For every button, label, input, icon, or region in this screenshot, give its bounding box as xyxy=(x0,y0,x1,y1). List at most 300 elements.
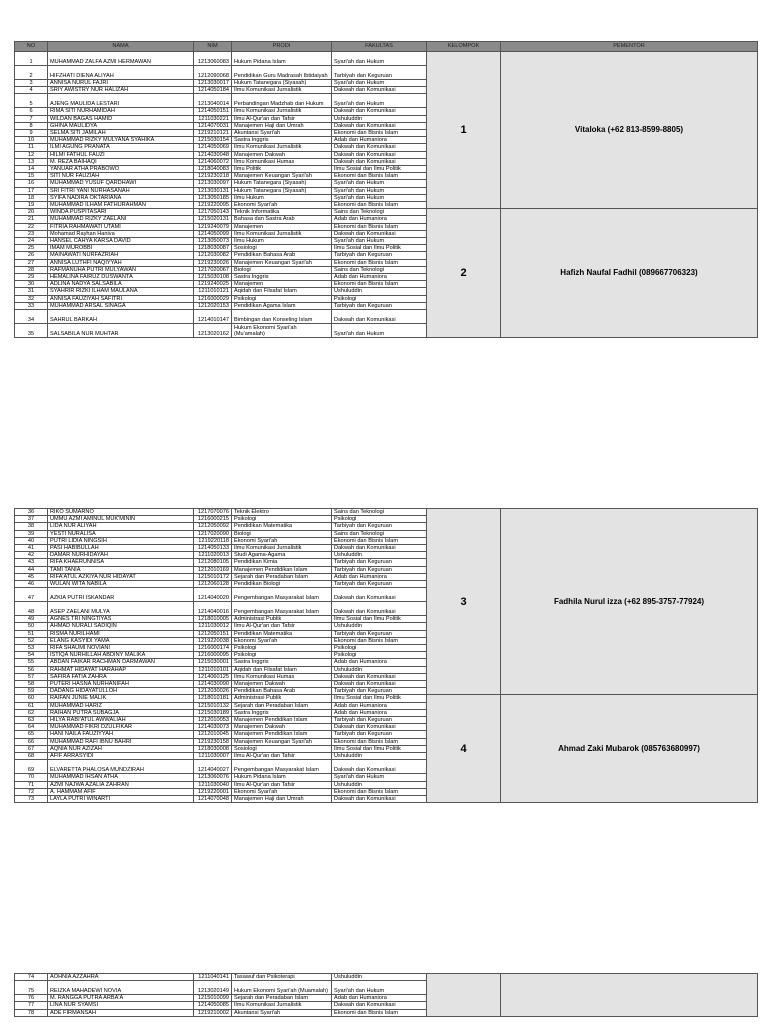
cell-nama: A. HAMMAM AFIF xyxy=(48,788,194,795)
cell-nama: ANNISA FAUZIYAH SAFITRI xyxy=(48,295,194,302)
cell-nama: MUHAMMAD RIZKY ZAELANI xyxy=(48,216,194,223)
cell-no: 32 xyxy=(15,295,48,302)
cell-nim: 1214050099 xyxy=(194,230,232,237)
cell-nim: 1219220001 xyxy=(194,788,232,795)
table-row xyxy=(15,695,758,702)
cell-nama: AZMI NAJWA AZALIA ZAHRAN xyxy=(48,781,194,788)
cell-fak: Tarbiyah dan Keguruan xyxy=(332,566,427,573)
cell-nama: Mohamad Rayhan Haniva xyxy=(48,230,194,237)
cell-prodi: Manajemen xyxy=(232,223,332,230)
cell-no: 57 xyxy=(15,673,48,680)
cell-no: 20 xyxy=(15,209,48,216)
cell-nim: 1212010053 xyxy=(194,717,232,724)
cell-nama: HANSEL CAHYA KARSA DAVID xyxy=(48,238,194,245)
cell-no: 7 xyxy=(15,115,48,122)
table-row xyxy=(15,974,758,981)
cell-nama: RAIFAN JUNIE MALIK xyxy=(48,695,194,702)
cell-prodi: Manajemen Dakwah xyxy=(232,724,332,731)
cell-no: 21 xyxy=(15,216,48,223)
cell-no: 48 xyxy=(15,602,48,616)
cell-fak: Ushuluddin xyxy=(332,974,427,981)
cell-nama: MUHAMMAD FIKRI DZULFIKAR xyxy=(48,724,194,731)
cell-nama: MUHAMMAD HARIZ xyxy=(48,702,194,709)
cell-fak: Dakwah dan Komunikasi xyxy=(332,681,427,688)
cell-no: 55 xyxy=(15,659,48,666)
cell-nama: RISMA NURILHAMI xyxy=(48,630,194,637)
cell-prodi: Psikologi xyxy=(232,645,332,652)
cell-no: 56 xyxy=(15,666,48,673)
cell-nim: 1216000095 xyxy=(194,652,232,659)
cell-prodi: Perbandingan Madzhab dan Hukum xyxy=(232,94,332,108)
cell-nama: AZKIA PUTRI ISKANDAR xyxy=(48,588,194,602)
cell-nama: HILMI FATHUL FAUZI xyxy=(48,151,194,158)
cell-no: 10 xyxy=(15,137,48,144)
cell-nim: 1219220118 xyxy=(194,537,232,544)
cell-no: 72 xyxy=(15,788,48,795)
cell-prodi: Sejarah dan Peradaban Islam xyxy=(232,995,332,1002)
cell-nim: 1212010045 xyxy=(194,731,232,738)
cell-prodi: Ilmu Komunikasi Jurnalistik xyxy=(232,230,332,237)
cell-nama: DAMAR NURHIDAYAH xyxy=(48,552,194,559)
cell-fak: Syari'ah dan Hukum xyxy=(332,981,427,995)
cell-nama: LIDA NUR ALIYAH xyxy=(48,523,194,530)
cell-nim: 1218030008 xyxy=(194,745,232,752)
cell-fak: Syari'ah dan Hukum xyxy=(332,180,427,187)
table-row xyxy=(15,509,758,516)
cell-prodi: Ekonomi Syari'ah xyxy=(232,788,332,795)
table-section-1 xyxy=(14,41,757,338)
cell-no: 66 xyxy=(15,738,48,745)
cell-prodi: Pendidikan Agama Islam xyxy=(232,302,332,309)
cell-nim: 1211040141 xyxy=(194,974,232,981)
cell-fak: Ushuluddin xyxy=(332,753,427,760)
column-header-no: NO xyxy=(15,42,48,52)
cell-prodi: Biologi xyxy=(232,530,332,537)
cell-no: 60 xyxy=(15,695,48,702)
cell-no: 16 xyxy=(15,180,48,187)
cell-prodi: Bahasa dan Sastra Arab xyxy=(232,216,332,223)
cell-no: 67 xyxy=(15,745,48,752)
cell-nama: SRI FITRI YANI NURHASANAH xyxy=(48,187,194,194)
cell-nim: 1214070031 xyxy=(194,122,232,129)
cell-nim: 1214050133 xyxy=(194,545,232,552)
cell-prodi: Manajemen Pendidikan Islam xyxy=(232,731,332,738)
cell-nama: ILMI AGUNG PRANATA xyxy=(48,144,194,151)
cell-nim: 1214070048 xyxy=(194,795,232,802)
cell-prodi: Ilmu Komunikasi Humas xyxy=(232,158,332,165)
cell-prodi: Manajemen Haji dan Umrah xyxy=(232,795,332,802)
cell-nama: GHINA MAULIDYA xyxy=(48,122,194,129)
cell-nama: AOHNIA AZZAHRA xyxy=(48,974,194,981)
cell-prodi: Administrasi Publik xyxy=(232,616,332,623)
kelompok-number: 1 xyxy=(427,52,501,209)
cell-fak: Adab dan Humaniora xyxy=(332,995,427,1002)
cell-fak: Tarbiyah dan Keguruan xyxy=(332,688,427,695)
cell-nim: 1215010099 xyxy=(194,995,232,1002)
cell-fak: Ilmu Sosial dan Ilmu Politik xyxy=(332,745,427,752)
cell-no: 24 xyxy=(15,238,48,245)
cell-fak: Adab dan Humaniora xyxy=(332,709,427,716)
cell-fak: Ilmu Sosial dan Ilmu Politik xyxy=(332,695,427,702)
cell-nim: 1212030026 xyxy=(194,688,232,695)
cell-nama: PUTRI LIDIA NINGSIH xyxy=(48,537,194,544)
cell-prodi: Biologi xyxy=(232,266,332,273)
cell-no: 22 xyxy=(15,223,48,230)
cell-nim: 1211030012 xyxy=(194,623,232,630)
cell-nama: YESTI NURALISA xyxy=(48,530,194,537)
cell-fak: Psikologi xyxy=(332,645,427,652)
cell-no: 52 xyxy=(15,637,48,644)
cell-fak: Ekonomi dan Bisnis Islam xyxy=(332,537,427,544)
cell-no: 40 xyxy=(15,537,48,544)
cell-prodi: Aqidah dan Filsafat Islam xyxy=(232,288,332,295)
cell-fak: Syari'ah dan Hukum xyxy=(332,187,427,194)
cell-nim: 1218010005 xyxy=(194,616,232,623)
cell-prodi: Ilmu Al-Qur'an dan Tafsir xyxy=(232,115,332,122)
cell-fak: Dakwah dan Komunikasi xyxy=(332,87,427,94)
cell-nim: 1214030073 xyxy=(194,724,232,731)
cell-no: 64 xyxy=(15,724,48,731)
cell-nama: YANUAR ATHA PRABOWO xyxy=(48,166,194,173)
cell-nim: 1213060076 xyxy=(194,774,232,781)
cell-prodi: Tasawuf dan Psikoterapi xyxy=(232,974,332,981)
cell-prodi: Hukum Tatanegara (Siyasah) xyxy=(232,187,332,194)
column-header-prodi: PRODI xyxy=(232,42,332,52)
cell-no: 58 xyxy=(15,681,48,688)
cell-nim: 1215030001 xyxy=(194,659,232,666)
cell-fak: Dakwah dan Komunikasi xyxy=(332,151,427,158)
cell-nama: WULAN WITA NABILA xyxy=(48,581,194,588)
table-section-3 xyxy=(14,973,757,1017)
cell-prodi: Sejarah dan Peradaban Islam xyxy=(232,702,332,709)
cell-no: 53 xyxy=(15,645,48,652)
cell-fak: Dakwah dan Komunikasi xyxy=(332,588,427,602)
cell-no: 42 xyxy=(15,552,48,559)
cell-prodi: Hukum Pidana Islam xyxy=(232,52,332,66)
cell-nim: 1219240079 xyxy=(194,223,232,230)
cell-nama: SYAHRIR RIZKI ILHAM MAULANA xyxy=(48,288,194,295)
cell-nim: 1219210121 xyxy=(194,130,232,137)
cell-prodi: Manajemen Pendidikan Islam xyxy=(232,566,332,573)
cell-nim: 1214030090 xyxy=(194,681,232,688)
cell-nama: SAHRUL BARKAH xyxy=(48,310,194,324)
cell-no: 1 xyxy=(15,52,48,66)
cell-nim: 1212030082 xyxy=(194,252,232,259)
cell-prodi: Administrasi Publik xyxy=(232,695,332,702)
cell-nim: 1214060125 xyxy=(194,673,232,680)
cell-no: 36 xyxy=(15,509,48,516)
cell-prodi: Teknik Informatika xyxy=(232,209,332,216)
cell-prodi: Manajemen xyxy=(232,281,332,288)
cell-prodi: Manajemen Keuangan Syari'ah xyxy=(232,259,332,266)
cell-no: 39 xyxy=(15,530,48,537)
cell-prodi: Ilmu Komunikasi Jurnalistik xyxy=(232,144,332,151)
cell-no: 65 xyxy=(15,731,48,738)
cell-fak: Ushuluddin xyxy=(332,781,427,788)
cell-nama: MUHAMMAD ILHAM FATHURAHMAN xyxy=(48,202,194,209)
cell-nim: 1214040027 xyxy=(194,760,232,774)
cell-nim: 1217020090 xyxy=(194,530,232,537)
cell-prodi: Ilmu Al-Qur'an dan Tafsir xyxy=(232,623,332,630)
cell-prodi: Manajemen Haji dan Umrah xyxy=(232,122,332,129)
cell-prodi: Manajemen Dakwah xyxy=(232,151,332,158)
cell-prodi: Ilmu Komunikasi Jurnalistik xyxy=(232,87,332,94)
cell-no: 27 xyxy=(15,259,48,266)
cell-prodi: Pendidikan Guru Madrasah Ibtidaiyah xyxy=(232,66,332,80)
cell-no: 43 xyxy=(15,559,48,566)
column-header-nim: NIM xyxy=(194,42,232,52)
cell-no: 38 xyxy=(15,523,48,530)
cell-nama: PASI HABIBULLAH xyxy=(48,545,194,552)
cell-no: 59 xyxy=(15,688,48,695)
cell-nama: PUTERI HASNA NURHANIFAH xyxy=(48,681,194,688)
cell-nim: 1214030048 xyxy=(194,151,232,158)
cell-nim: 1218030087 xyxy=(194,245,232,252)
cell-prodi: Sastra Inggris xyxy=(232,137,332,144)
cell-fak: Tarbiyah dan Keguruan xyxy=(332,523,427,530)
cell-nim: 1219220095 xyxy=(194,202,232,209)
cell-prodi: Sosiologi xyxy=(232,745,332,752)
cell-no: 26 xyxy=(15,252,48,259)
cell-no: 5 xyxy=(15,94,48,108)
cell-no: 2 xyxy=(15,66,48,80)
table-section-2 xyxy=(14,508,757,803)
cell-fak: Sains dan Teknologi xyxy=(332,530,427,537)
cell-fak: Tarbiyah dan Keguruan xyxy=(332,630,427,637)
cell-fak: Ekonomi dan Bisnis Islam xyxy=(332,637,427,644)
cell-no: 33 xyxy=(15,302,48,309)
cell-no: 15 xyxy=(15,173,48,180)
cell-nama: WILDAN BAGAS HAMID xyxy=(48,115,194,122)
cell-fak: Ekonomi dan Bisnis Islam xyxy=(332,173,427,180)
cell-nim: 1211010101 xyxy=(194,666,232,673)
cell-no: 14 xyxy=(15,166,48,173)
cell-prodi: Akuntansi Syari'ah xyxy=(232,1009,332,1016)
cell-prodi: Psikologi xyxy=(232,295,332,302)
cell-nama: WINDA PUSPITASARI xyxy=(48,209,194,216)
cell-nim: 1216000215 xyxy=(194,516,232,523)
cell-fak: Dakwah dan Komunikasi xyxy=(332,760,427,774)
cell-prodi: Manajemen Keuangan Syari'ah xyxy=(232,738,332,745)
cell-fak: Dakwah dan Komunikasi xyxy=(332,724,427,731)
pementor-name: Hafizh Naufal Fadhil (089667706323) xyxy=(501,209,758,338)
cell-nim: 1219230218 xyxy=(194,173,232,180)
cell-nama: MUHAMMAD ZALFA AZMI HERMAWAN xyxy=(48,52,194,66)
cell-prodi: Ilmu Hukum xyxy=(232,194,332,201)
cell-nama: ASEP ZAELANI MULYA xyxy=(48,602,194,616)
cell-nim: 1211020013 xyxy=(194,552,232,559)
kelompok-number: 4 xyxy=(427,695,501,803)
cell-nama: RAHMAT HIDAYAT HARAHAP xyxy=(48,666,194,673)
cell-nim: 1215030154 xyxy=(194,137,232,144)
cell-fak: Ekonomi dan Bisnis Islam xyxy=(332,1009,427,1016)
cell-prodi: Studi Agama-Agama xyxy=(232,552,332,559)
cell-nama: ELVARETTA PHALOSA MUNDZIRAH xyxy=(48,760,194,774)
cell-nama: ADE FIRMANSAH xyxy=(48,1009,194,1016)
cell-fak: Dakwah dan Komunikasi xyxy=(332,230,427,237)
cell-prodi: Ilmu Komunikasi Jurnalistik xyxy=(232,545,332,552)
cell-fak: Dakwah dan Komunikasi xyxy=(332,673,427,680)
cell-nim: 1212060128 xyxy=(194,581,232,588)
cell-nim: 1212050092 xyxy=(194,523,232,530)
cell-nama: HEMALINA FAIRUZ DUSWANTA xyxy=(48,274,194,281)
cell-nim: 1219240025 xyxy=(194,281,232,288)
cell-nama: MUHAMMAD IHSAN ATHA xyxy=(48,774,194,781)
cell-nim: 1215030189 xyxy=(194,709,232,716)
cell-no: 73 xyxy=(15,795,48,802)
pementor-name: Ahmad Zaki Mubarok (085763680997) xyxy=(501,695,758,803)
cell-fak: Ushuluddin xyxy=(332,666,427,673)
cell-prodi: Ilmu Politik xyxy=(232,166,332,173)
cell-nama: HIFZHATI DIENA ALIYAH xyxy=(48,66,194,80)
cell-fak: Psikologi xyxy=(332,652,427,659)
cell-prodi: Ilmu Komunikasi Jurnalistik xyxy=(232,1002,332,1009)
cell-prodi: Manajemen Pendidikan Islam xyxy=(232,717,332,724)
cell-nim: 1214050184 xyxy=(194,87,232,94)
cell-no: 23 xyxy=(15,230,48,237)
cell-nim: 1217070076 xyxy=(194,509,232,516)
cell-no: 63 xyxy=(15,717,48,724)
cell-no: 29 xyxy=(15,274,48,281)
cell-nim: 1216000174 xyxy=(194,645,232,652)
cell-nim: 1212010169 xyxy=(194,566,232,573)
column-header-kelompok: KELOMPOK xyxy=(427,42,501,52)
cell-nim: 1212090068 xyxy=(194,66,232,80)
cell-no: 69 xyxy=(15,760,48,774)
cell-nama: RIFA SHAUMI NOVIANI xyxy=(48,645,194,652)
cell-nim: 1212050151 xyxy=(194,630,232,637)
cell-fak: Tarbiyah dan Keguruan xyxy=(332,717,427,724)
cell-nama: SRIY AWISTRY NUR HALIZAH xyxy=(48,87,194,94)
cell-no: 18 xyxy=(15,194,48,201)
cell-nim: 1213030097 xyxy=(194,180,232,187)
cell-fak: Ushuluddin xyxy=(332,552,427,559)
cell-fak: Syari'ah dan Hukum xyxy=(332,238,427,245)
cell-no: 77 xyxy=(15,1002,48,1009)
cell-fak: Ilmu Sosial dan Ilmu Politik xyxy=(332,245,427,252)
cell-nama: AQNIA NUR AZIZAH xyxy=(48,745,194,752)
cell-prodi: Ekonomi Syari'ah xyxy=(232,537,332,544)
cell-fak: Ekonomi dan Bisnis Islam xyxy=(332,738,427,745)
cell-nim: 1214050151 xyxy=(194,108,232,115)
cell-fak: Sains dan Teknologi xyxy=(332,209,427,216)
cell-fak: Dakwah dan Komunikasi xyxy=(332,144,427,151)
cell-nama: ANNISA NURUL FAJRI xyxy=(48,80,194,87)
cell-nim: 1211030007 xyxy=(194,753,232,760)
cell-nama: SITI NUR FAUZIAH xyxy=(48,173,194,180)
cell-no: 74 xyxy=(15,974,48,981)
cell-prodi: Hukum Pidana Islam xyxy=(232,774,332,781)
cell-no: 9 xyxy=(15,130,48,137)
cell-prodi: Pendidikan Matematika xyxy=(232,630,332,637)
cell-fak: Dakwah dan Komunikasi xyxy=(332,122,427,129)
cell-nim: 1214060072 xyxy=(194,158,232,165)
cell-fak: Tarbiyah dan Keguruan xyxy=(332,581,427,588)
cell-nim: 1218040083 xyxy=(194,166,232,173)
cell-fak: Adab dan Humaniora xyxy=(332,137,427,144)
cell-fak: Tarbiyah dan Keguruan xyxy=(332,559,427,566)
cell-no: 45 xyxy=(15,573,48,580)
column-header-nama: NAMA xyxy=(48,42,194,52)
cell-no: 31 xyxy=(15,288,48,295)
cell-no: 25 xyxy=(15,245,48,252)
cell-nim: 1214010147 xyxy=(194,310,232,324)
cell-nim: 1214050069 xyxy=(194,144,232,151)
cell-fak: Adab dan Humaniora xyxy=(332,216,427,223)
cell-nama: RAFMANUHA PUTRI MULYAWAN xyxy=(48,266,194,273)
cell-prodi: Hukum Tatanegara (Siyasah) xyxy=(232,80,332,87)
cell-prodi: Hukum Ekonomi Syari'ah (Mu'amalah) xyxy=(232,324,332,338)
cell-fak: Tarbiyah dan Keguruan xyxy=(332,252,427,259)
cell-nim: 1213050185 xyxy=(194,194,232,201)
cell-fak: Adab dan Humaniora xyxy=(332,573,427,580)
cell-prodi: Pendidikan Bahasa Arab xyxy=(232,252,332,259)
cell-nim: 1219210002 xyxy=(194,1009,232,1016)
pementor-name: Fadhila Nurul izza (+62 895-3757-77924) xyxy=(501,509,758,695)
cell-prodi: Ilmu Komunikasi Jurnalistik xyxy=(232,108,332,115)
cell-nama: MUHAMMAD RIZKY MULYANA SYAHIKA xyxy=(48,137,194,144)
cell-no: 8 xyxy=(15,122,48,129)
cell-prodi: Akuntansi Syari'ah xyxy=(232,130,332,137)
cell-nim: 1211030040 xyxy=(194,781,232,788)
cell-nim: 1212080105 xyxy=(194,559,232,566)
cell-prodi: Pengembangan Masyarakat Islam xyxy=(232,602,332,616)
cell-prodi: Hukum Tatanegara (Siyasah) xyxy=(232,180,332,187)
cell-nama: RIFA KHAERUNNISA xyxy=(48,559,194,566)
cell-prodi: Ekonomi Syari'ah xyxy=(232,637,332,644)
cell-nama: AJENG MAULIDA LESTARI xyxy=(48,94,194,108)
cell-nama: IMAM MUROBBI xyxy=(48,245,194,252)
cell-no: 19 xyxy=(15,202,48,209)
kelompok-number xyxy=(427,974,501,1017)
cell-no: 30 xyxy=(15,281,48,288)
cell-nim: 1213020149 xyxy=(194,981,232,995)
cell-no: 70 xyxy=(15,774,48,781)
cell-fak: Syari'ah dan Hukum xyxy=(332,324,427,338)
cell-fak: Ekonomi dan Bisnis Islam xyxy=(332,130,427,137)
cell-prodi: Pengembangan Masyarakat Islam xyxy=(232,588,332,602)
cell-no: 6 xyxy=(15,108,48,115)
cell-fak: Ekonomi dan Bisnis Islam xyxy=(332,259,427,266)
cell-fak: Ushuluddin xyxy=(332,115,427,122)
cell-nim: 1211030221 xyxy=(194,115,232,122)
cell-fak: Sains dan Teknologi xyxy=(332,509,427,516)
cell-nim: 1213030131 xyxy=(194,187,232,194)
cell-no: 37 xyxy=(15,516,48,523)
cell-prodi: Pendidikan Matematika xyxy=(232,523,332,530)
cell-no: 34 xyxy=(15,310,48,324)
kelompok-number: 2 xyxy=(427,209,501,338)
cell-fak: Syari'ah dan Hukum xyxy=(332,194,427,201)
cell-no: 12 xyxy=(15,151,48,158)
column-header-pementor: PEMENTOR xyxy=(501,42,758,52)
cell-no: 49 xyxy=(15,616,48,623)
cell-prodi: Pendidikan Bahasa Arab xyxy=(232,688,332,695)
cell-nama: SALSABILA NUR MUHTAR xyxy=(48,324,194,338)
pementor-name xyxy=(501,974,758,1017)
cell-nim: 1214040020 xyxy=(194,588,232,602)
cell-nama: SAFIRA FATIA ZAHRA xyxy=(48,673,194,680)
cell-nama: AFIF ARRASYIDI xyxy=(48,753,194,760)
cell-nim: 1215030108 xyxy=(194,274,232,281)
cell-nim: 1217050143 xyxy=(194,209,232,216)
table-row xyxy=(15,209,758,216)
cell-no: 41 xyxy=(15,545,48,552)
cell-nama: ABDAN FAIKAR RACHMAN DARMAWAN xyxy=(48,659,194,666)
cell-no: 75 xyxy=(15,981,48,995)
cell-no: 3 xyxy=(15,80,48,87)
cell-fak: Syari'ah dan Hukum xyxy=(332,52,427,66)
